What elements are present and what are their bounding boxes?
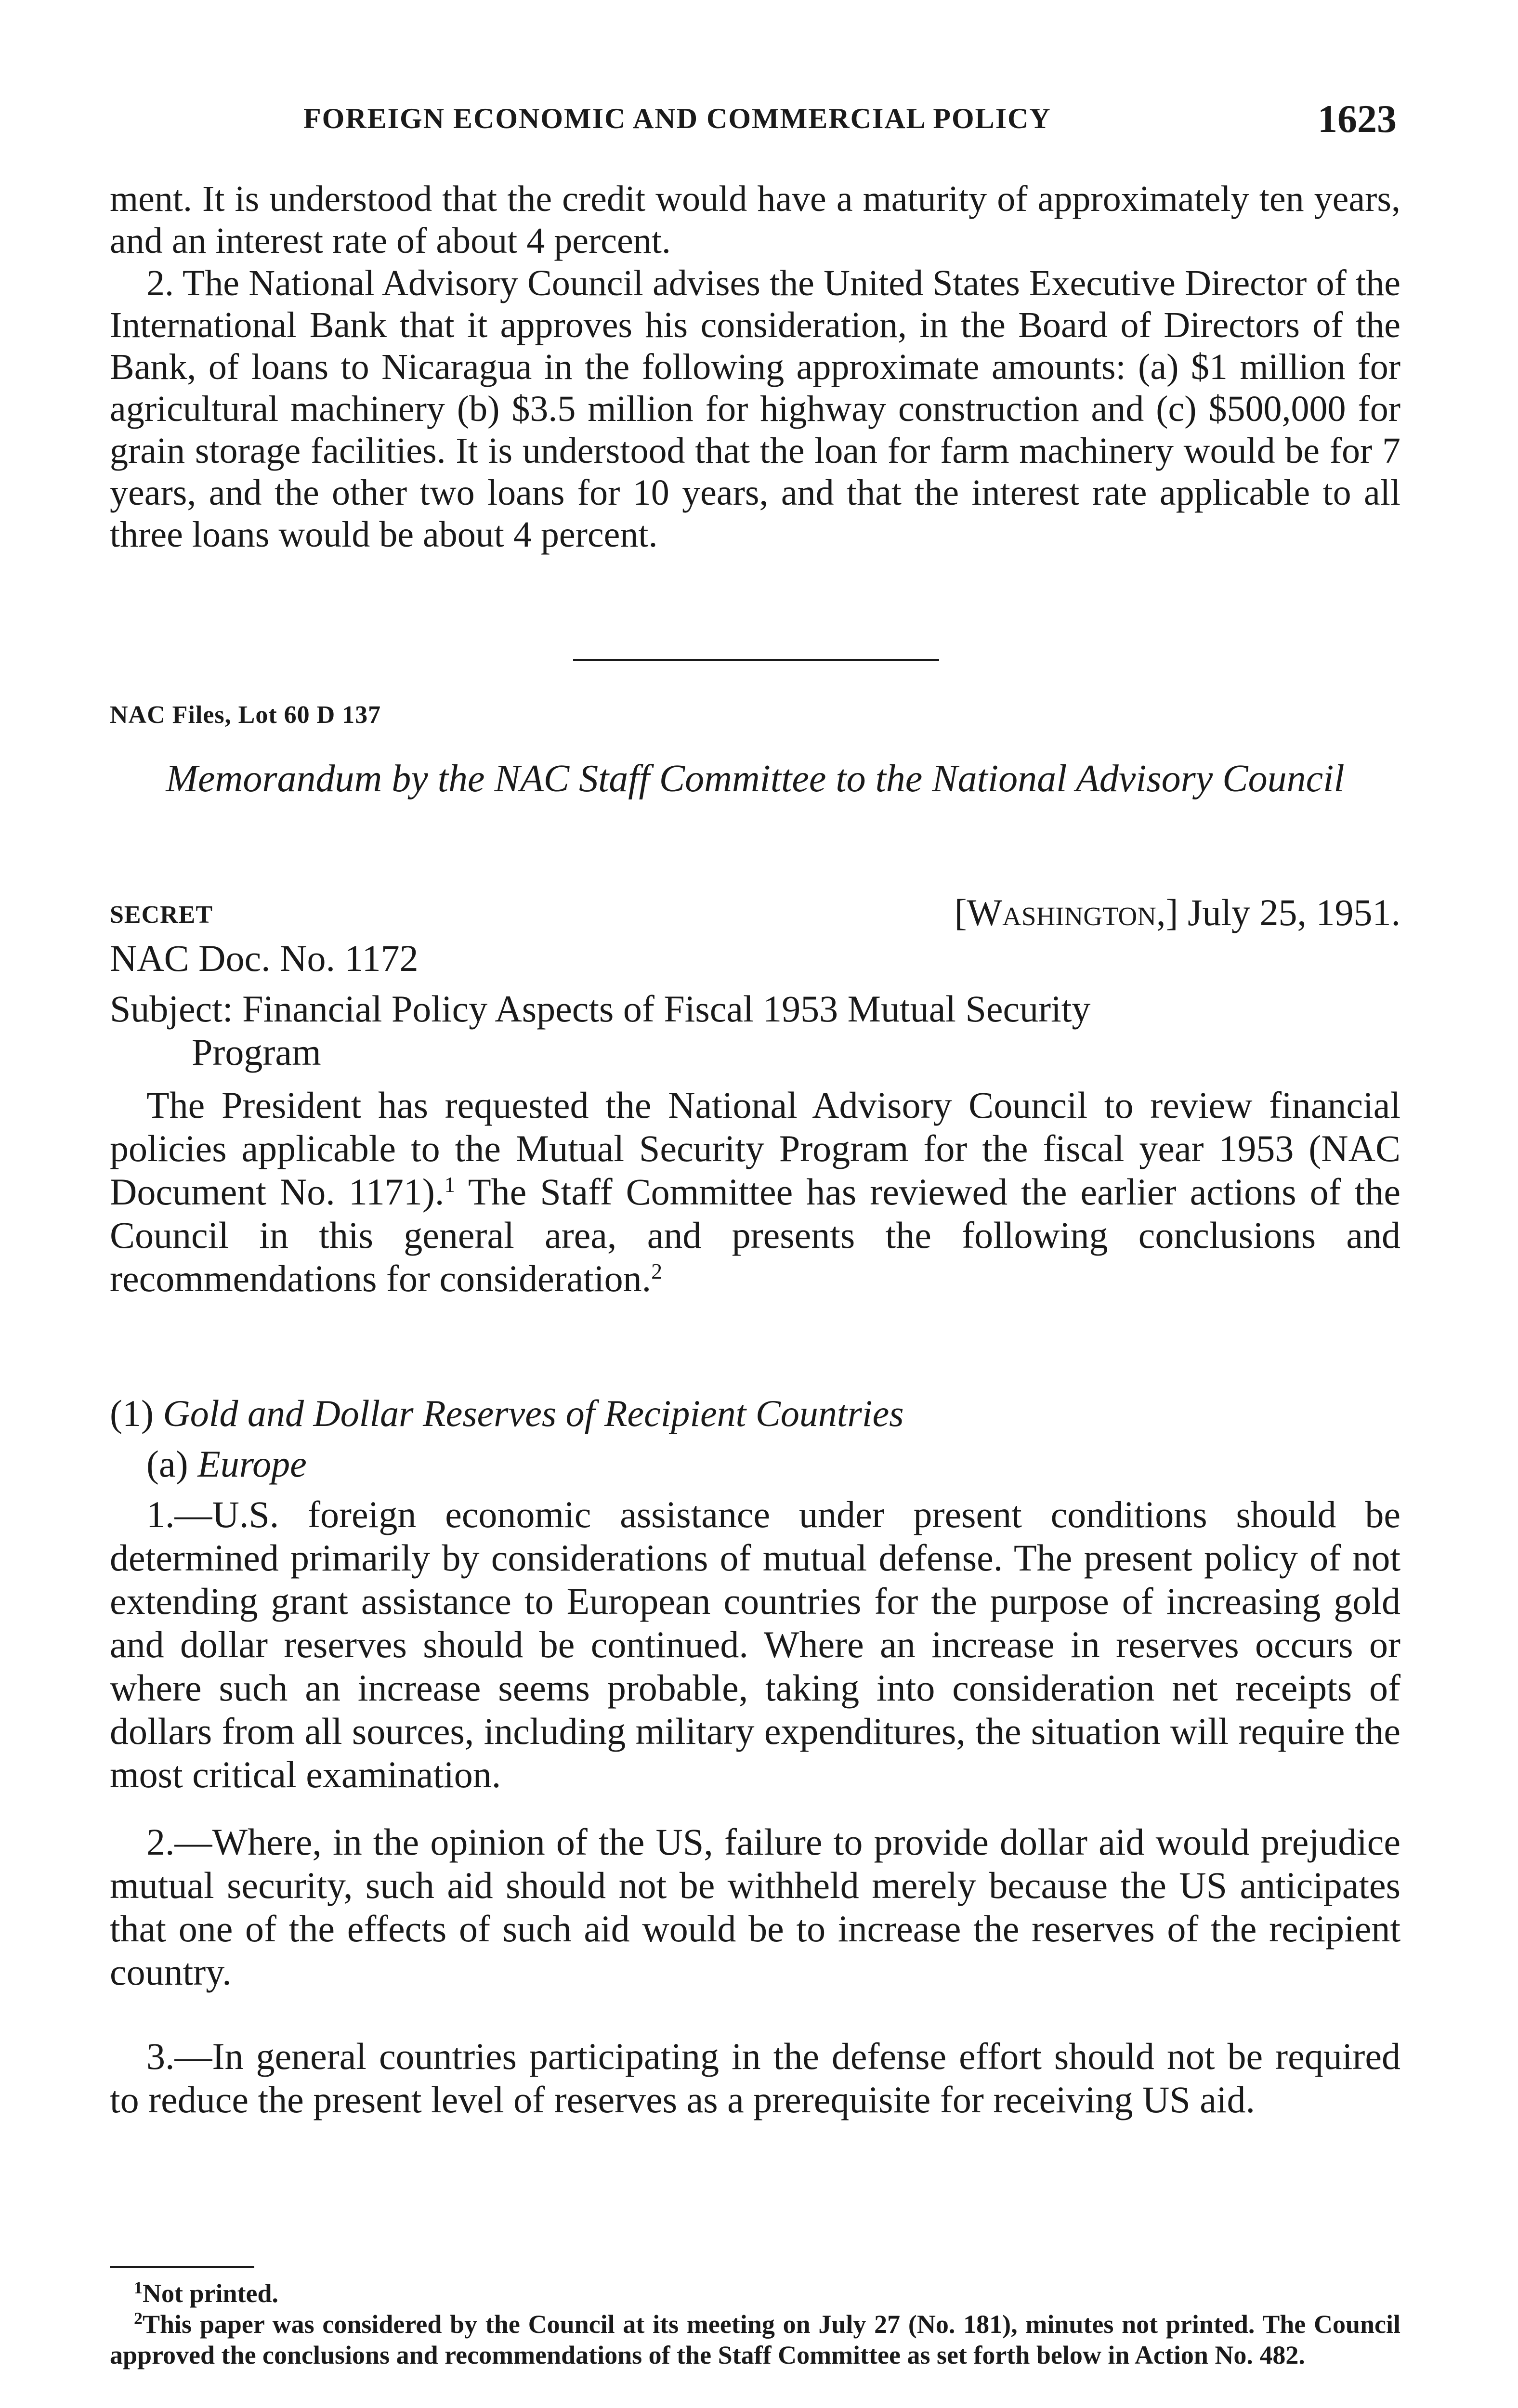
item-3-paragraph: 3.—In general countries participating in the defense effort should not be required to reduce the present level of reserves as a prerequisite for receiving US aid.: [110, 2035, 1400, 2120]
subsection-number: (a): [146, 1443, 188, 1485]
subject-line: [110, 987, 1400, 1074]
page-header: [303, 96, 1397, 149]
section-heading-1: [110, 1392, 904, 1435]
footnote-2: [110, 2309, 1400, 2370]
document-number: NAC Doc. No. 1172: [110, 937, 419, 979]
subsection-title: Europe: [197, 1443, 307, 1485]
footnote-1: [110, 2278, 1400, 2309]
section-number: (1): [110, 1392, 154, 1434]
dateline-date: July 25, 1951.: [1187, 891, 1400, 933]
footnote-text: Not printed.: [143, 2279, 278, 2308]
running-title: FOREIGN ECONOMIC AND COMMERCIAL POLICY: [303, 103, 1051, 134]
section-divider: [573, 659, 939, 661]
classification-marking: SECRET: [110, 901, 213, 929]
subsection-heading-a: [146, 1442, 307, 1486]
footnote-text: This paper was considered by the Council at its meeting on July 27 (No. 181), minutes not printed. The Council approved the conclusions and recommendations of the Staff Committee as set forth below in Action No. 482.: [110, 2310, 1400, 2369]
section-title: Gold and Dollar Reserves of Recipient Countries: [163, 1392, 904, 1434]
footnote-marker: 2: [134, 2309, 143, 2328]
dateline-place: [Washington,]: [954, 891, 1178, 933]
item-2-paragraph: 2.—Where, in the opinion of the US, failure to provide dollar aid would prejudice mutual security, such aid should not be withheld merely because the US anticipates that one of the effects of such aid would be to increase the reserves of the recipient country.: [110, 1821, 1400, 1993]
intro-text-continued: The Staff Committee has reviewed the earlier actions of the Council in this general area, and presents the following conclusions and recommendations for consideration.: [110, 1171, 1400, 1299]
continuation-paragraph: ment. It is understood that the credit would have a maturity of approximately ten years, and an interest rate of about 4 percent.: [110, 179, 1400, 261]
footnote-divider: [110, 2266, 254, 2268]
dateline: [955, 891, 1400, 934]
footnote-marker: 1: [134, 2278, 143, 2297]
footnote-ref-1: 1: [444, 1172, 456, 1197]
page-number: 1623: [1318, 97, 1397, 141]
item-1-paragraph: 1.—U.S. foreign economic assistance under present conditions should be determined primarily by considerations of mutual defense. The present policy of not extending grant assistance to European countries for the purpose of increasing gold and dollar reserves should be continued. Where an increase in reserves occurs or where such an increase seems probable, taking into consideration net receipts of dollars from all sources, including military expenditures, the situation will require the most critical examination.: [110, 1493, 1400, 1795]
footnote-ref-2: 2: [651, 1259, 663, 1283]
intro-paragraph: [110, 1084, 1400, 1300]
document-title: Memorandum by the NAC Staff Committee to the National Advisory Council: [166, 758, 1345, 800]
intro-text: The President has requested the National Advisory Council to review financial policies applicable to the Mutual Security Program for the fiscal year 1953 (NAC Document No. 1171).: [110, 1084, 1400, 1213]
paragraph-2-nicaragua-loans: 2. The National Advisory Council advises the United States Executive Director of the International Bank that it approves his consideration, in the Board of Directors of the Bank, of loans to Nicaragua in the following approximate amounts: (a) $1 million for agricultural machinery (b) $3.5 million for highway construction and (c) $500,000 for grain storage facilities. It is understood that the loan for farm machinery would be for 7 years, and the other two loans for 10 years, and that the interest rate applicable to all three loans would be about 4 percent.: [110, 263, 1400, 555]
subject-line-2: Program: [192, 1031, 321, 1073]
footnotes: [110, 2278, 1400, 2370]
subject-line-1: Subject: Financial Policy Aspects of Fiscal 1953 Mutual Security: [110, 988, 1091, 1030]
source-citation: NAC Files, Lot 60 D 137: [110, 701, 381, 729]
